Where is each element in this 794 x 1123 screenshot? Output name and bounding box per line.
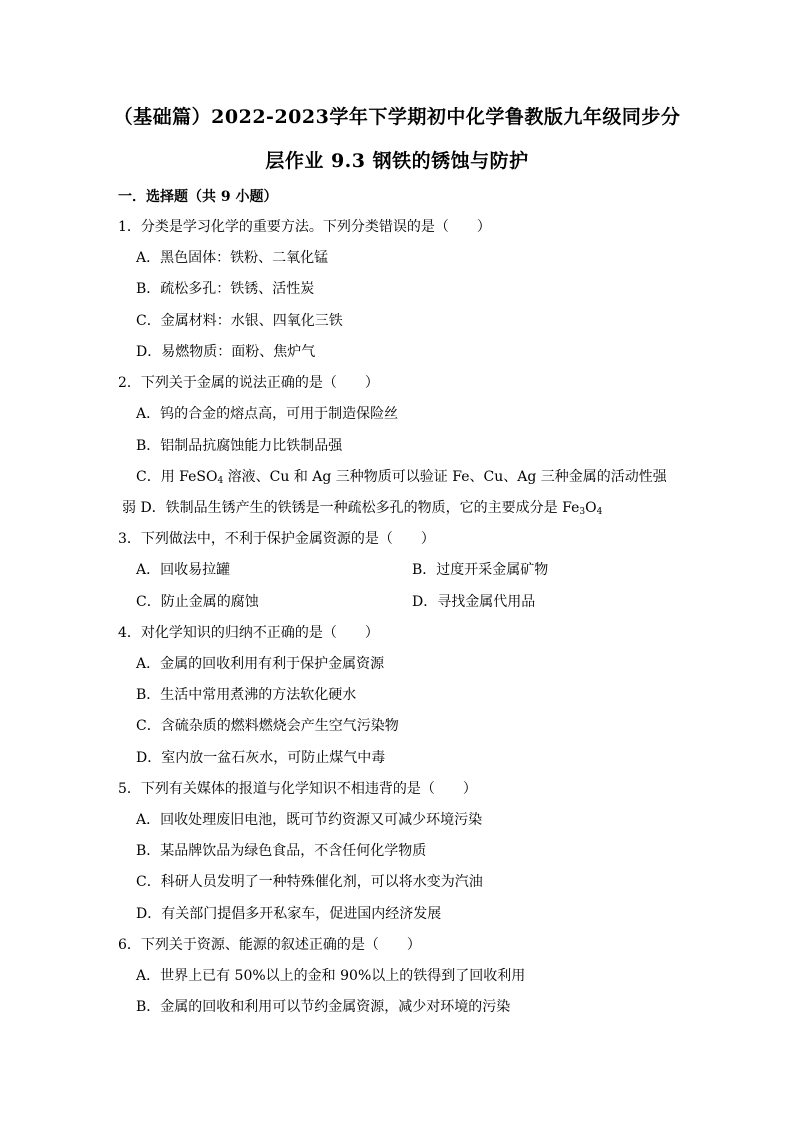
option-d-text-o: O — [585, 500, 597, 516]
option-c-text-a: C．用 FeSO — [136, 469, 218, 485]
question-2-option-d — [122, 499, 602, 517]
question-6-stem: 6．下列关于资源、能源的叙述正确的是（ ） — [118, 937, 421, 953]
question-6-option-a: A．世界上已有 50%以上的金和 90%以上的铁得到了回收利用 — [136, 968, 526, 984]
question-1-option-b: B．疏松多孔：铁锈、活性炭 — [136, 281, 315, 297]
question-3-option-d: D．寻找金属代用品 — [412, 594, 536, 610]
question-3-option-b: B．过度开采金属矿物 — [412, 562, 549, 578]
question-4-option-d: D．室内放一盆石灰水，可防止煤气中毒 — [136, 750, 386, 766]
question-1-option-c: C．金属材料：水银、四氧化三铁 — [136, 313, 343, 329]
question-2-option-c — [136, 468, 667, 486]
question-1-option-a: A．黑色固体：铁粉、二氧化锰 — [136, 250, 329, 266]
question-2-option-a: A．钨的合金的熔点高，可用于制造保险丝 — [136, 406, 399, 422]
question-3-option-a: A．回收易拉罐 — [136, 562, 231, 578]
option-c-text-b: 溶液、Cu 和 Ag 三种物质可以验证 Fe、Cu、Ag 三种金属的活动性强 — [223, 469, 667, 485]
doc-title-line-1: （基础篇）2022-2023学年下学期初中化学鲁教版九年级同步分 — [113, 106, 681, 128]
question-5-option-a: A．回收处理废旧电池，既可节约资源又可减少环境污染 — [136, 812, 483, 828]
question-5-option-c: C．科研人员发明了一种特殊催化剂，可以将水变为汽油 — [136, 874, 483, 890]
question-1-stem: 1．分类是学习化学的重要方法。下列分类错误的是（ ） — [118, 219, 491, 235]
subscript-4: 4 — [217, 476, 224, 486]
question-4-option-b: B．生活中常用煮沸的方法软化硬水 — [136, 687, 357, 703]
question-2-stem: 2．下列关于金属的说法正确的是（ ） — [118, 375, 379, 391]
question-2-option-b: B．铝制品抗腐蚀能力比铁制品强 — [136, 438, 343, 454]
question-3-stem: 3．下列做法中，不利于保护金属资源的是（ ） — [118, 531, 435, 547]
question-4-stem: 4．对化学知识的归纳不正确的是（ ） — [118, 625, 379, 641]
question-1-option-d: D．易燃物质：面粉、焦炉气 — [136, 344, 316, 360]
question-3-option-c: C．防止金属的腐蚀 — [136, 594, 259, 610]
section-heading: 一．选择题（共 9 小题） — [118, 189, 278, 205]
doc-title-line-2: 层作业 9.3 钢铁的锈蚀与防护 — [265, 150, 529, 172]
question-6-option-b: B．金属的回收和利用可以节约金属资源，减少对环境的污染 — [136, 999, 511, 1015]
subscript-4b: 4 — [596, 507, 603, 517]
question-4-option-c: C．含硫杂质的燃料燃烧会产生空气污染物 — [136, 718, 399, 734]
question-4-option-a: A．金属的回收利用有利于保护金属资源 — [136, 656, 385, 672]
question-5-option-b: B．某品牌饮品为绿色食品，不含任何化学物质 — [136, 843, 427, 859]
option-d-text-a: 弱 D．铁制品生锈产生的铁锈是一种疏松多孔的物质，它的主要成分是 Fe — [122, 500, 580, 516]
question-5-stem: 5．下列有关媒体的报道与化学知识不相违背的是（ ） — [118, 781, 477, 797]
question-5-option-d: D．有关部门提倡多开私家车，促进国内经济发展 — [136, 906, 442, 922]
subscript-3: 3 — [579, 507, 586, 517]
